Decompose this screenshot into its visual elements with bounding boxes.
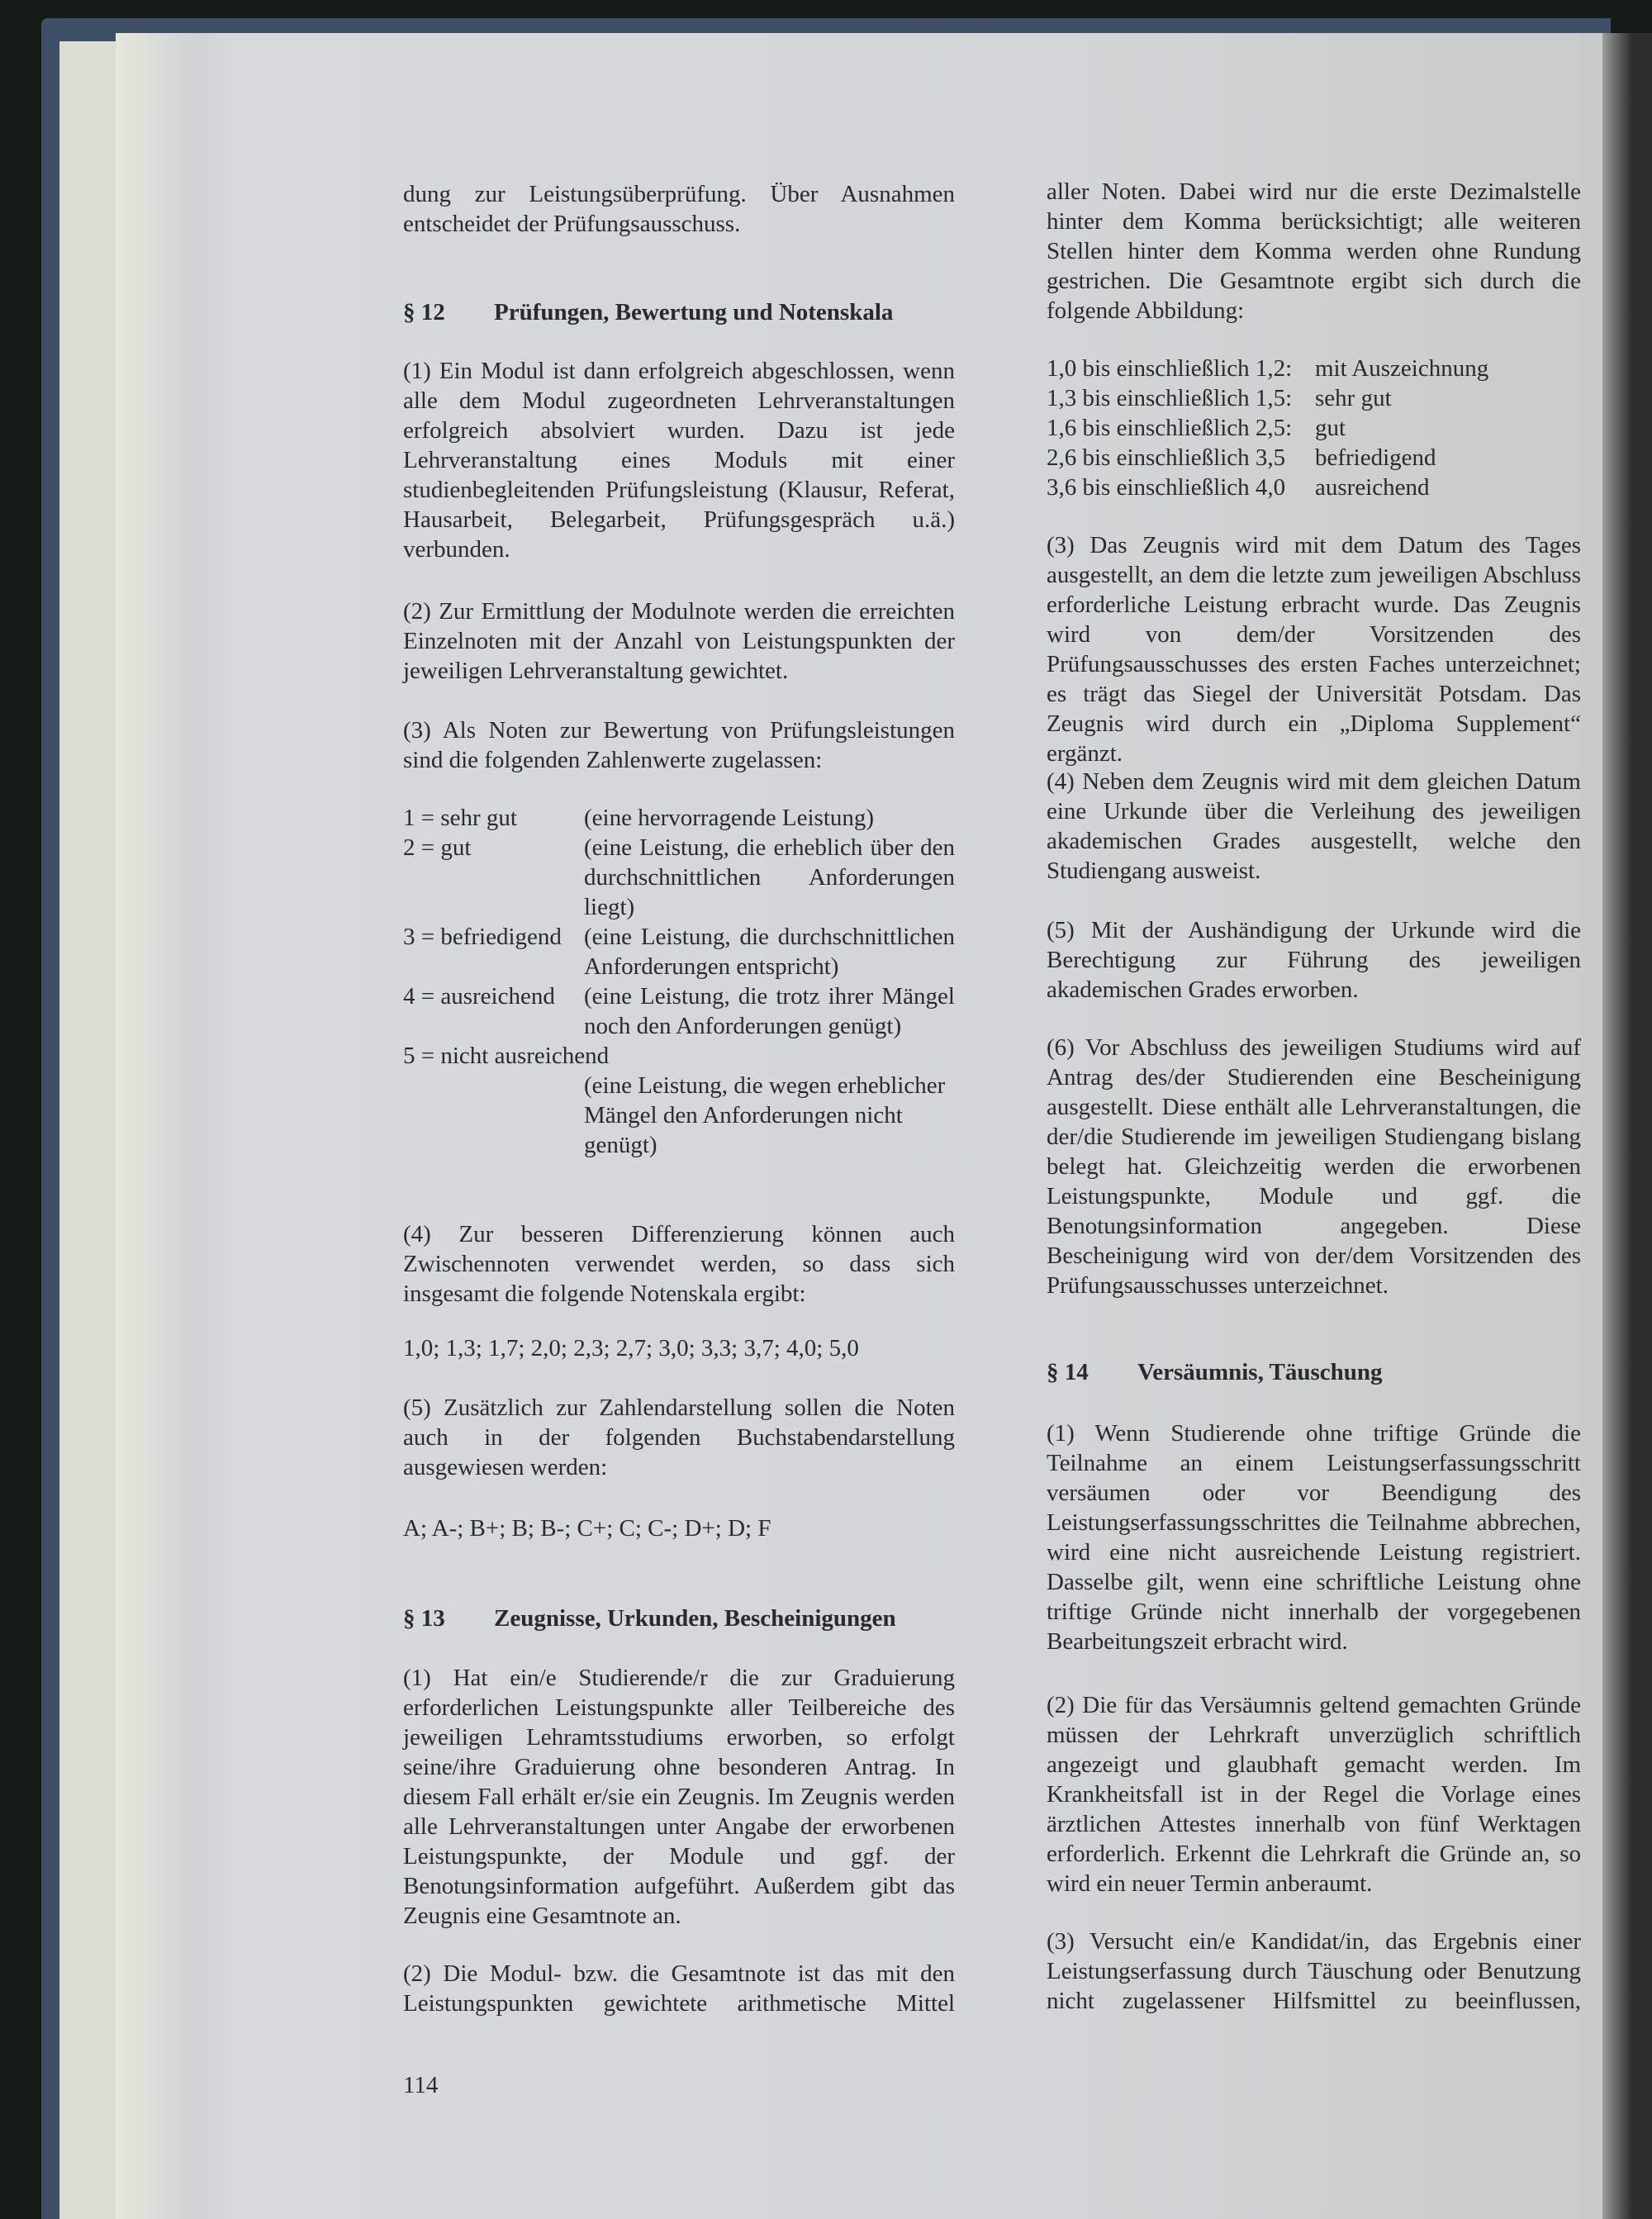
left-column — [403, 0, 955, 2219]
grade-range-list — [1047, 354, 1581, 502]
paragraph: (3) Als Noten zur Bewertung von Prüfungsleistungen sind die folgenden Zahlenwerte zugelassen: — [403, 717, 955, 773]
grade-desc: (eine Leistung, die wegen erheblicher Mängel den Anforderungen nicht genügt) — [584, 1072, 946, 1158]
section-title: Prüfungen, Bewertung und Notenskala — [494, 299, 894, 325]
grade-desc: (eine Leistung, die durchschnittlichen Anforderungen entspricht) — [584, 924, 955, 980]
paragraph: (3) Das Zeugnis wird mit dem Datum des Tages ausgestellt, an dem die letzte zum jeweiligen Abschluss erforderliche Leistung erbracht wurde. Das Zeugnis wird von dem/der Vorsitzenden des Prüfungsausschusses des ersten Faches unterzeichnet; es trägt das Siegel der Universität Potsdam. Das Zeugnis wird durch ein „Diploma Supplement“ ergänzt. — [1047, 532, 1581, 767]
grade-desc: (eine Leistung, die trotz ihrer Mängel noch den Anforderungen genügt) — [584, 983, 955, 1039]
section-title: Zeugnisse, Urkunden, Bescheinigungen — [494, 1605, 896, 1632]
range-row — [1047, 354, 1581, 383]
paragraph: (6) Vor Abschluss des jeweiligen Studiums wird auf Antrag des/der Studierenden eine Bescheinigung ausgestellt. Diese enthält alle Lehrveranstaltungen, die der/die Studierende im jeweiligen Studiengang bislang belegt hat. Gleichzeitig werden die erworbenen Leistungspunkte, Module und ggf. die Benotungsinformation angegeben. Diese Bescheinigung wird von der/dem Vorsitzenden des Prüfungsausschusses unterzeichnet. — [1047, 1034, 1581, 1299]
section-number: § 12 — [403, 299, 445, 325]
range-label: mit Auszeichnung — [1315, 355, 1489, 382]
grade-label: 4 = ausreichend — [403, 983, 555, 1010]
section-title: Versäumnis, Täuschung — [1137, 1359, 1383, 1385]
grade-table — [403, 803, 955, 1160]
grade-desc: (eine hervorragende Leistung) — [584, 805, 875, 831]
grade-scale: 1,0; 1,3; 1,7; 2,0; 2,3; 2,7; 3,0; 3,3; 3,7; 4,0; 5,0 — [403, 1335, 859, 1361]
page-edges — [116, 33, 231, 2219]
paragraph: aller Noten. Dabei wird nur die erste Dezimalstelle hinter dem Komma berücksichtigt; alle weiteren Stellen hinter dem Komma werden ohne Rundung gestrichen. Die Gesamtnote ergibt sich durch die folgende Abbildung: — [1047, 178, 1581, 324]
range-label: ausreichend — [1315, 474, 1430, 501]
paragraph: (4) Zur besseren Differenzierung können auch Zwischennoten verwendet werden, so dass sich insgesamt die folgende Notenskala ergibt: — [403, 1221, 955, 1307]
paragraph: (2) Die für das Versäumnis geltend gemachten Gründe müssen der Lehrkraft unverzüglich schriftlich angezeigt und glaubhaft gemacht werden. Im Krankheitsfall ist in der Regel die Vorlage eines ärztlichen Attestes innerhalb von fünf Werktagen erforderlich. Erkennt die Lehrkraft die Gründe an, so wird ein neuer Termin anberaumt. — [1047, 1692, 1581, 1897]
range-row — [1047, 383, 1581, 413]
paragraph: (5) Zusätzlich zur Zahlendarstellung sollen die Noten auch in der folgenden Buchstabendarstellung ausgewiesen werden: — [403, 1395, 955, 1480]
grade-label: 1 = sehr gut — [403, 805, 517, 831]
range-row — [1047, 443, 1581, 473]
grade-row — [403, 1041, 955, 1160]
page-number: 114 — [403, 2072, 439, 2098]
range: 2,6 bis einschließlich 3,5 — [1047, 444, 1286, 471]
paragraph: (1) Wenn Studierende ohne triftige Gründe die Teilnahme an einem Leistungserfassungsschritt versäumen oder vor Beendigung des Leistungserfassungsschrittes die Teilnahme abbrechen, wird eine nicht ausreichende Leistung registriert. Dasselbe gilt, wenn eine schriftliche Leistung ohne triftige Gründe nicht innerhalb der vorgegebenen Bearbeitungszeit erbracht wird. — [1047, 1420, 1581, 1655]
book-gutter — [1602, 33, 1652, 2219]
grade-row — [403, 981, 955, 1041]
grade-row — [403, 922, 955, 981]
range: 3,6 bis einschließlich 4,0 — [1047, 474, 1286, 501]
paragraph: (3) Versucht ein/e Kandidat/in, das Ergebnis einer Leistungserfassung durch Täuschung oder Benutzung nicht zugelassener Hilfsmittel zu beeinflussen, — [1047, 1928, 1581, 2014]
paragraph: (1) Hat ein/e Studierende/r die zur Graduierung erforderlichen Leistungspunkte aller Teilbereiche des jeweiligen Lehramtsstudiums erworben, so erfolgt seine/ihre Graduierung ohne besonderen Antrag. In diesem Fall erhält er/sie ein Zeugnis. Im Zeugnis werden alle Lehrveranstaltungen unter Angabe der erworbenen Leistungspunkte, der Module und ggf. der Benotungsinformation aufgeführt. Außerdem gibt das Zeugnis eine Gesamtnote an. — [403, 1665, 955, 1929]
grade-desc: (eine Leistung, die erheblich über den durchschnittlichen Anforderungen liegt) — [584, 834, 955, 920]
range-label: sehr gut — [1315, 385, 1392, 411]
paragraph: (2) Zur Ermittlung der Modulnote werden die erreichten Einzelnoten mit der Anzahl von Leistungspunkten der jeweiligen Lehrveranstaltung gewichtet. — [403, 598, 955, 684]
grade-row — [403, 833, 955, 922]
section-number: § 13 — [403, 1605, 445, 1632]
range-label: gut — [1315, 415, 1346, 441]
paragraph: (2) Die Modul- bzw. die Gesamtnote ist das mit den Leistungspunkten gewichtete arithmetische Mittel — [403, 1960, 955, 2017]
section-heading-13 — [403, 1604, 955, 1633]
range-label: befriedigend — [1315, 444, 1436, 471]
section-heading-14 — [1047, 1357, 1581, 1387]
right-column — [1047, 0, 1581, 2219]
letter-scale: A; A-; B+; B; B-; C+; C; C-; D+; D; F — [403, 1515, 771, 1542]
range: 1,0 bis einschließlich 1,2: — [1047, 355, 1293, 382]
section-heading-12 — [403, 297, 955, 327]
range: 1,3 bis einschließlich 1,5: — [1047, 385, 1293, 411]
grade-row — [403, 803, 955, 833]
grade-label: 3 = befriedigend — [403, 924, 562, 950]
paragraph: (1) Ein Modul ist dann erfolgreich abgeschlossen, wenn alle dem Modul zugeordneten Lehrveranstaltungen erfolgreich absolviert wurden. Dazu ist jede Lehrveranstaltung eines Moduls mit einer studienbegleitenden Prüfungsleistung (Klausur, Referat, Hausarbeit, Belegarbeit, Prüfungsgespräch u.ä.) verbunden. — [403, 358, 955, 563]
paragraph: (4) Neben dem Zeugnis wird mit dem gleichen Datum eine Urkunde über die Verleihung des jeweiligen akademischen Grades ausgestellt, welche den Studiengang ausweist. — [1047, 768, 1581, 884]
range-row — [1047, 473, 1581, 502]
section-number: § 14 — [1047, 1359, 1089, 1385]
range-row — [1047, 413, 1581, 443]
range: 1,6 bis einschließlich 2,5: — [1047, 415, 1293, 441]
grade-label: 2 = gut — [403, 834, 472, 861]
grade-label: 5 = nicht ausreichend — [403, 1043, 610, 1069]
paragraph: dung zur Leistungsüberprüfung. Über Ausnahmen entscheidet der Prüfungsausschuss. — [403, 181, 955, 237]
paragraph: (5) Mit der Aushändigung der Urkunde wird die Berechtigung zur Führung des jeweiligen akademischen Grades erworben. — [1047, 917, 1581, 1003]
